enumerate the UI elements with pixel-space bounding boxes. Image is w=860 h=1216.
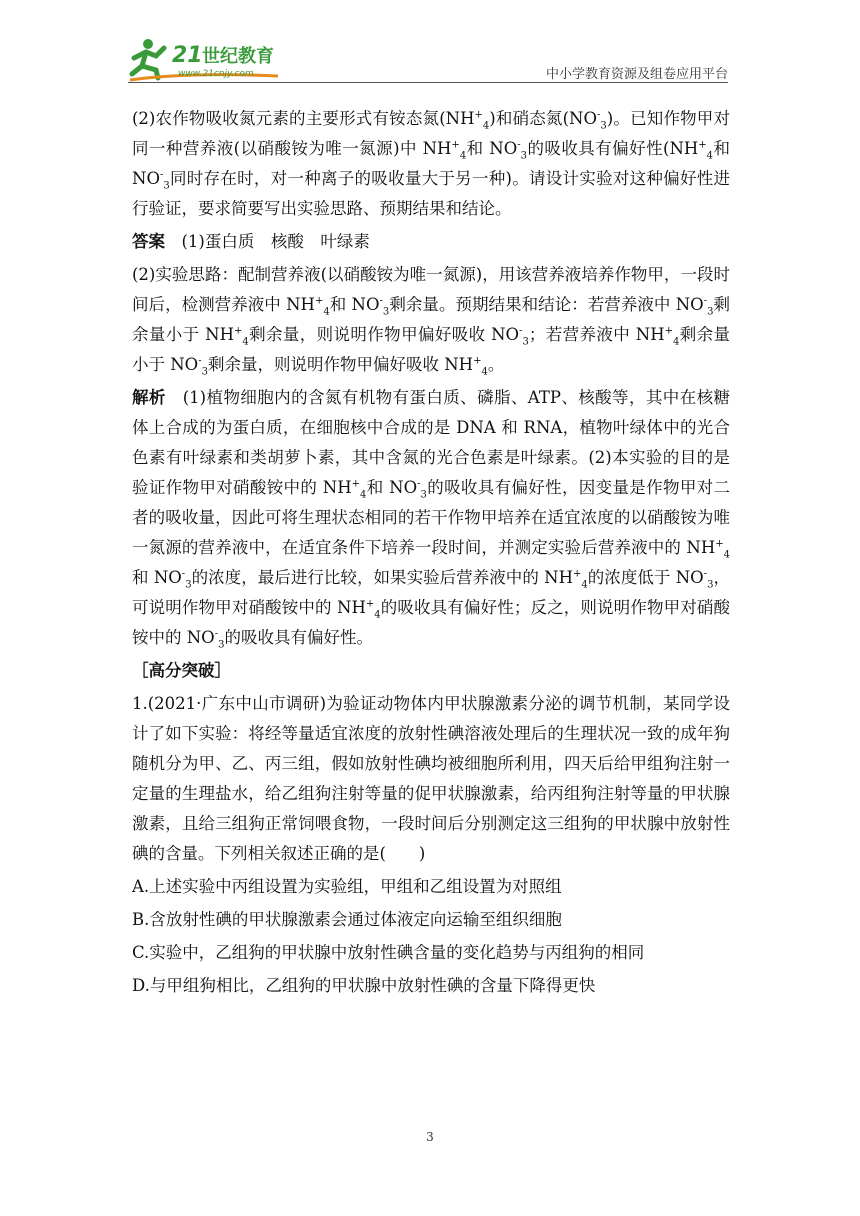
question-1-stem: 1.(2021·广东中山市调研)为验证动物体内甲状腺激素分泌的调节机制，某同学设计了如下实验：将经等量适宜浓度的放射性碘溶液处理后的生理状况一致的成年狗随机分为甲、乙、丙三组，假如放射性碘均被细胞所利用，四天后给甲组狗注射一定量的生理盐水，给乙组狗注射等量的促甲状腺激素，给丙组狗注射等量的甲状腺激素，且给三组狗正常饲喂食物，一段时间后分别测定这三组狗的甲状腺中放射性碘的含量。下列相关叙述正确的是( ) — [132, 694, 730, 863]
answer-label: 答案 — [132, 232, 165, 251]
svg-text:世纪教育: 世纪教育 — [202, 46, 274, 67]
page-number: 3 — [426, 1130, 434, 1144]
answer-part2: (2)实验思路：配制营养液(以硝酸铵为唯一氮源)，用该营养液培养作物甲，一段时间后，检测营养液中 $NH^+_4$和 $NO^-_3$剩余量。预期结果和结论：若营养液中 $NO^-_3$剩余量小于 $NH^+_4$剩余量，则说明作物甲偏好吸收 $NO^-_3$；若营养液中 $NH^+_4$剩余量小于 $NO^-_3$剩余量，则说明作物甲偏好吸收 $NH^+_4$。 — [132, 265, 731, 378]
svg-text:www.21cnjy.com: www.21cnjy.com — [178, 69, 254, 79]
document-body — [132, 104, 730, 1004]
question-2-text: (2)农作物吸收氮元素的主要形式有铵态氮$(NH^+_4)$和硝态氮$(NO^-_3)$。已知作物甲对同一种营养液(以硝酸铵为唯一氮源)中 $NH^+_4$和 $NO^-_3$的吸收具有偏好性($NH^+_4$和 $NO^-_3$同时存在时，对一种离子的吸收量大于另一种)。请设计实验对这种偏好性进行验证，要求简要写出实验思路、预期结果和结论。 — [132, 109, 730, 218]
page-header — [0, 0, 860, 90]
option-a: A.上述实验中丙组设置为实验组，甲组和乙组设置为对照组 — [132, 877, 562, 896]
analysis-label: 解析 — [132, 388, 166, 407]
21cnjy-logo — [128, 36, 308, 82]
answer-part1: 答案 (1)蛋白质 核酸 叶绿素 — [132, 232, 370, 251]
svg-text:21: 21 — [172, 43, 203, 68]
header-divider — [128, 82, 728, 83]
option-c: C.实验中，乙组狗的甲状腺中放射性碘含量的变化趋势与丙组狗的相同 — [132, 943, 645, 962]
analysis-text: 解析 (1)植物细胞内的含氮有机物有蛋白质、磷脂、ATP、核酸等，其中在核糖体上合成的为蛋白质，在细胞核中合成的是 DNA 和 RNA，植物叶绿体中的光合色素有叶绿素和类胡萝卜素，其中含氮的光合色素是叶绿素。(2)本实验的目的是验证作物甲对硝酸铵中的 $NH^+_4$和 $NO^-_3$的吸收具有偏好性，因变量是作物甲对二者的吸收量，因此可将生理状态相同的若干作物甲培养在适宜浓度的以硝酸铵为唯一氮源的营养液中，在适宜条件下培养一段时间，并测定实验后营养液中的 $NH^+_4$和 $NO^-_3$的浓度，最后进行比较，如果实验后营养液中的 $NH^+_4$的浓度低于 $NO^-_3$，可说明作物甲对硝酸铵中的 $NH^+_4$的吸收具有偏好性；反之，则说明作物甲对硝酸铵中的 $NO^-_3$的吸收具有偏好性。 — [132, 388, 731, 651]
option-b: B.含放射性碘的甲状腺激素会通过体液定向运输至组织细胞 — [132, 910, 562, 929]
option-d: D.与甲组狗相比，乙组狗的甲状腺中放射性碘的含量下降得更快 — [132, 976, 596, 995]
platform-name: 中小学教育资源及组卷应用平台 — [545, 67, 728, 82]
section-title: ［高分突破］ — [132, 661, 231, 680]
